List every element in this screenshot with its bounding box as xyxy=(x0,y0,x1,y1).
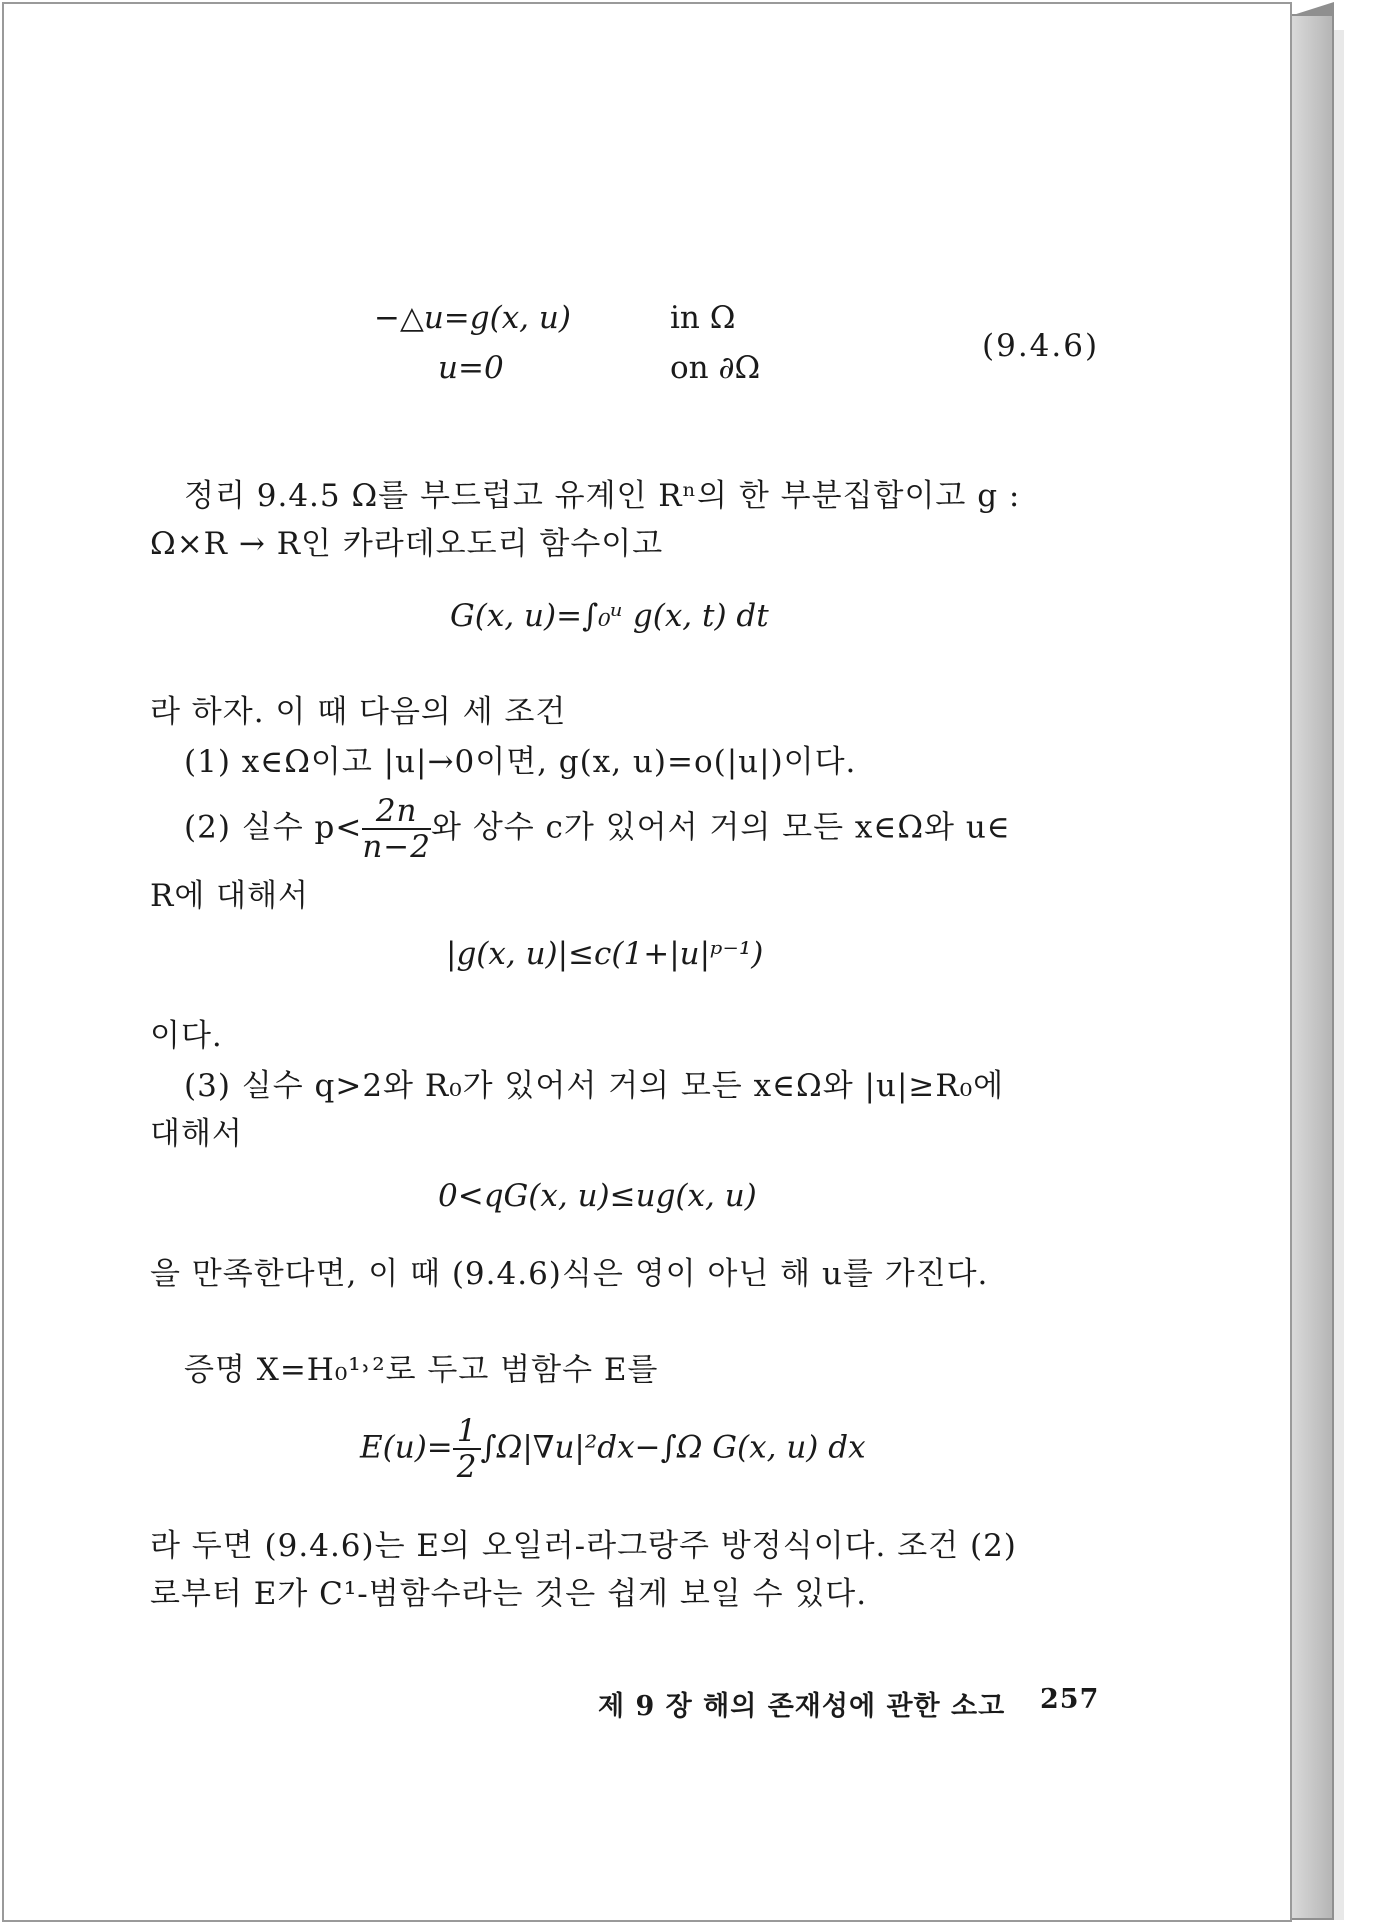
half-denominator: 2 xyxy=(456,1449,477,1486)
eq-946-line1-rhs: in Ω xyxy=(670,300,736,336)
fraction-denominator: n−2 xyxy=(362,829,432,866)
energy-rhs: ∫Ω|∇u|²dx−∫Ω G(x, u) dx xyxy=(480,1429,866,1466)
condition-3-line1: (3) 실수 q>2와 R₀가 있어서 거의 모든 x∈Ω와 |u|≥R₀에 xyxy=(184,1068,1005,1104)
eq-946-line1-lhs: −△u=g(x, u) xyxy=(374,300,571,336)
theorem-line2: Ω×R → R인 카라데오도리 함수이고 xyxy=(150,526,664,562)
fraction-2n-over-n-2 xyxy=(362,794,431,864)
page-edge-right xyxy=(1290,14,1334,1920)
energy-lhs: E(u)= xyxy=(360,1429,453,1466)
condition-3-line2: 대해서 xyxy=(150,1116,243,1152)
half-numerator: 1 xyxy=(453,1414,481,1450)
proof-line3: 로부터 E가 C¹-범함수라는 것은 쉽게 보일 수 있다. xyxy=(150,1576,868,1612)
condition-3-inequality: 0<qG(x, u)≤ug(x, u) xyxy=(438,1178,757,1214)
condition-2-inequality: |g(x, u)|≤c(1+|u|ᵖ⁻¹) xyxy=(446,936,764,972)
page xyxy=(2,2,1292,1922)
energy-functional xyxy=(360,1414,866,1484)
condition-2-prefix: (2) 실수 p< xyxy=(184,809,363,846)
condition-2-end: 이다. xyxy=(150,1018,223,1054)
theorem-line1: 정리 9.4.5 Ω를 부드럽고 유계인 Rⁿ의 한 부분집합이고 g : xyxy=(184,478,1021,514)
fraction-numerator: 2n xyxy=(362,794,431,830)
proof-line1: 증명 X=H₀¹˒²로 두고 범함수 E를 xyxy=(184,1352,659,1388)
condition-1: (1) x∈Ω이고 |u|→0이면, g(x, u)=o(|u|)이다. xyxy=(184,744,857,780)
condition-2-line2: R에 대해서 xyxy=(150,878,309,914)
theorem-conclusion: 을 만족한다면, 이 때 (9.4.6)식은 영이 아닌 해 u를 가진다. xyxy=(150,1256,989,1292)
running-footer-chapter: 제 9 장 해의 존재성에 관한 소고 xyxy=(598,1691,1006,1722)
page-number: 257 xyxy=(1040,1684,1100,1715)
page-shadow xyxy=(1334,30,1344,1920)
eq-946-number: (9.4.6) xyxy=(982,328,1100,364)
proof-line2: 라 두면 (9.4.6)는 E의 오일러-라그랑주 방정식이다. 조건 (2) xyxy=(150,1528,1017,1564)
eq-946-line2-rhs: on ∂Ω xyxy=(670,350,761,386)
theorem-line3: 라 하자. 이 때 다음의 세 조건 xyxy=(150,694,567,730)
eq-946-line2-lhs: u=0 xyxy=(438,350,504,386)
theorem-def-G: G(x, u)=∫₀ᵘ g(x, t) dt xyxy=(450,598,769,634)
condition-2-suffix: 와 상수 c가 있어서 거의 모든 x∈Ω와 u∈ xyxy=(431,809,1011,846)
condition-2-line1 xyxy=(184,794,1011,864)
fraction-one-half xyxy=(453,1414,481,1484)
